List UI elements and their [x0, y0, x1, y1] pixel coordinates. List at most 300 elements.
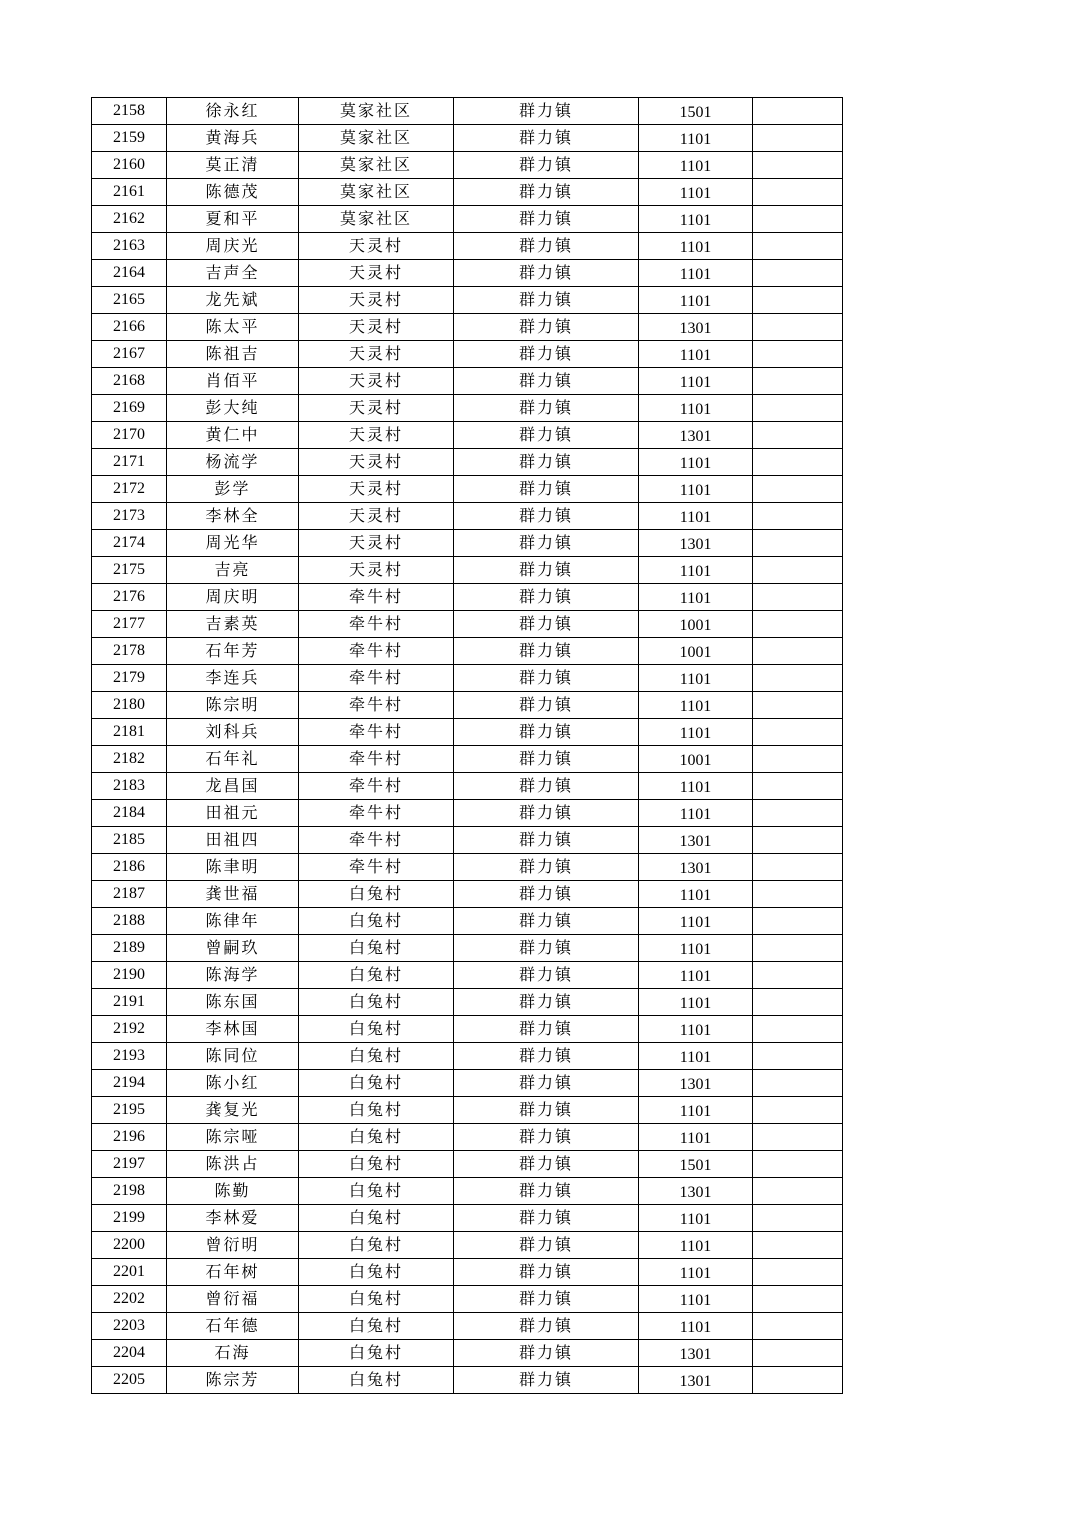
town-cell: 群力镇 [454, 530, 639, 557]
village-cell: 莫家社区 [299, 98, 454, 125]
code-cell: 1101 [639, 476, 753, 503]
village-cell: 白兔村 [299, 989, 454, 1016]
village-cell: 白兔村 [299, 1043, 454, 1070]
row-number-cell: 2177 [92, 611, 167, 638]
remark-cell [753, 1259, 843, 1286]
row-number-cell: 2159 [92, 125, 167, 152]
village-cell: 牵牛村 [299, 611, 454, 638]
town-cell: 群力镇 [454, 800, 639, 827]
town-cell: 群力镇 [454, 1205, 639, 1232]
row-number-cell: 2196 [92, 1124, 167, 1151]
town-cell: 群力镇 [454, 98, 639, 125]
village-cell: 牵牛村 [299, 584, 454, 611]
town-cell: 群力镇 [454, 422, 639, 449]
row-number-cell: 2197 [92, 1151, 167, 1178]
row-number-cell: 2179 [92, 665, 167, 692]
remark-cell [753, 611, 843, 638]
table-row [92, 1016, 843, 1043]
town-cell: 群力镇 [454, 1313, 639, 1340]
remark-cell [753, 1151, 843, 1178]
table-row [92, 1151, 843, 1178]
code-cell: 1101 [639, 1124, 753, 1151]
town-cell: 群力镇 [454, 854, 639, 881]
town-cell: 群力镇 [454, 476, 639, 503]
remark-cell [753, 881, 843, 908]
name-cell: 李林全 [167, 503, 299, 530]
code-cell: 1101 [639, 260, 753, 287]
village-cell: 天灵村 [299, 449, 454, 476]
village-cell: 白兔村 [299, 881, 454, 908]
code-cell: 1101 [639, 692, 753, 719]
row-number-cell: 2202 [92, 1286, 167, 1313]
code-cell: 1301 [639, 530, 753, 557]
code-cell: 1101 [639, 584, 753, 611]
table-row [92, 935, 843, 962]
row-number-cell: 2162 [92, 206, 167, 233]
name-cell: 周光华 [167, 530, 299, 557]
code-cell: 1101 [639, 1313, 753, 1340]
row-number-cell: 2161 [92, 179, 167, 206]
table-row [92, 854, 843, 881]
village-cell: 莫家社区 [299, 179, 454, 206]
row-number-cell: 2167 [92, 341, 167, 368]
name-cell: 陈宗哑 [167, 1124, 299, 1151]
row-number-cell: 2166 [92, 314, 167, 341]
row-number-cell: 2205 [92, 1367, 167, 1394]
village-cell: 天灵村 [299, 503, 454, 530]
row-number-cell: 2180 [92, 692, 167, 719]
table-row [92, 98, 843, 125]
town-cell: 群力镇 [454, 827, 639, 854]
remark-cell [753, 1097, 843, 1124]
town-cell: 群力镇 [454, 125, 639, 152]
remark-cell [753, 260, 843, 287]
code-cell: 1101 [639, 206, 753, 233]
remark-cell [753, 989, 843, 1016]
row-number-cell: 2169 [92, 395, 167, 422]
code-cell: 1101 [639, 665, 753, 692]
row-number-cell: 2185 [92, 827, 167, 854]
village-cell: 白兔村 [299, 1205, 454, 1232]
row-number-cell: 2190 [92, 962, 167, 989]
remark-cell [753, 1043, 843, 1070]
remark-cell [753, 314, 843, 341]
code-cell: 1101 [639, 719, 753, 746]
table-row [92, 719, 843, 746]
table-row [92, 881, 843, 908]
code-cell: 1101 [639, 1097, 753, 1124]
code-cell: 1101 [639, 1259, 753, 1286]
table-row [92, 638, 843, 665]
village-cell: 白兔村 [299, 1340, 454, 1367]
table-row [92, 314, 843, 341]
table-row [92, 827, 843, 854]
table-row [92, 1367, 843, 1394]
village-cell: 白兔村 [299, 962, 454, 989]
town-cell: 群力镇 [454, 1367, 639, 1394]
town-cell: 群力镇 [454, 557, 639, 584]
town-cell: 群力镇 [454, 773, 639, 800]
remark-cell [753, 1340, 843, 1367]
code-cell: 1101 [639, 1016, 753, 1043]
remark-cell [753, 1124, 843, 1151]
village-cell: 天灵村 [299, 395, 454, 422]
name-cell: 陈宗芳 [167, 1367, 299, 1394]
table-row [92, 1205, 843, 1232]
remark-cell [753, 692, 843, 719]
remark-cell [753, 206, 843, 233]
remark-cell [753, 179, 843, 206]
town-cell: 群力镇 [454, 260, 639, 287]
table-row [92, 1340, 843, 1367]
code-cell: 1101 [639, 881, 753, 908]
row-number-cell: 2189 [92, 935, 167, 962]
town-cell: 群力镇 [454, 611, 639, 638]
town-cell: 群力镇 [454, 638, 639, 665]
village-cell: 天灵村 [299, 287, 454, 314]
row-number-cell: 2200 [92, 1232, 167, 1259]
code-cell: 1101 [639, 449, 753, 476]
table-row [92, 503, 843, 530]
town-cell: 群力镇 [454, 233, 639, 260]
name-cell: 周庆光 [167, 233, 299, 260]
table-row [92, 233, 843, 260]
town-cell: 群力镇 [454, 1016, 639, 1043]
town-cell: 群力镇 [454, 584, 639, 611]
table-row [92, 908, 843, 935]
town-cell: 群力镇 [454, 746, 639, 773]
name-cell: 陈同位 [167, 1043, 299, 1070]
town-cell: 群力镇 [454, 908, 639, 935]
town-cell: 群力镇 [454, 152, 639, 179]
code-cell: 1101 [639, 773, 753, 800]
code-cell: 1101 [639, 1043, 753, 1070]
name-cell: 龚世福 [167, 881, 299, 908]
code-cell: 1101 [639, 125, 753, 152]
table-row [92, 773, 843, 800]
name-cell: 莫正清 [167, 152, 299, 179]
remark-cell [753, 746, 843, 773]
name-cell: 李林国 [167, 1016, 299, 1043]
name-cell: 陈小红 [167, 1070, 299, 1097]
remark-cell [753, 1367, 843, 1394]
table-row [92, 1232, 843, 1259]
village-cell: 莫家社区 [299, 125, 454, 152]
village-cell: 牵牛村 [299, 800, 454, 827]
code-cell: 1101 [639, 287, 753, 314]
row-number-cell: 2183 [92, 773, 167, 800]
code-cell: 1301 [639, 1070, 753, 1097]
code-cell: 1301 [639, 827, 753, 854]
code-cell: 1101 [639, 395, 753, 422]
code-cell: 1101 [639, 962, 753, 989]
row-number-cell: 2163 [92, 233, 167, 260]
table-row [92, 152, 843, 179]
town-cell: 群力镇 [454, 881, 639, 908]
town-cell: 群力镇 [454, 1043, 639, 1070]
town-cell: 群力镇 [454, 1070, 639, 1097]
code-cell: 1101 [639, 557, 753, 584]
name-cell: 龚复光 [167, 1097, 299, 1124]
table-row [92, 1313, 843, 1340]
table-row [92, 611, 843, 638]
row-number-cell: 2201 [92, 1259, 167, 1286]
code-cell: 1101 [639, 1286, 753, 1313]
remark-cell [753, 719, 843, 746]
name-cell: 石年德 [167, 1313, 299, 1340]
code-cell: 1101 [639, 989, 753, 1016]
village-cell: 天灵村 [299, 314, 454, 341]
row-number-cell: 2188 [92, 908, 167, 935]
row-number-cell: 2173 [92, 503, 167, 530]
town-cell: 群力镇 [454, 962, 639, 989]
remark-cell [753, 530, 843, 557]
table-row [92, 746, 843, 773]
name-cell: 石年芳 [167, 638, 299, 665]
name-cell: 陈宗明 [167, 692, 299, 719]
village-cell: 牵牛村 [299, 854, 454, 881]
table-row [92, 1097, 843, 1124]
town-cell: 群力镇 [454, 719, 639, 746]
name-cell: 徐永红 [167, 98, 299, 125]
village-cell: 牵牛村 [299, 827, 454, 854]
name-cell: 彭学 [167, 476, 299, 503]
remark-cell [753, 665, 843, 692]
table-row [92, 341, 843, 368]
code-cell: 1501 [639, 98, 753, 125]
village-cell: 天灵村 [299, 368, 454, 395]
remark-cell [753, 152, 843, 179]
remark-cell [753, 1070, 843, 1097]
table-row [92, 800, 843, 827]
row-number-cell: 2194 [92, 1070, 167, 1097]
village-cell: 白兔村 [299, 1259, 454, 1286]
name-cell: 陈东国 [167, 989, 299, 1016]
name-cell: 吉素英 [167, 611, 299, 638]
code-cell: 1101 [639, 368, 753, 395]
village-cell: 白兔村 [299, 1367, 454, 1394]
name-cell: 石年礼 [167, 746, 299, 773]
town-cell: 群力镇 [454, 692, 639, 719]
name-cell: 龙昌国 [167, 773, 299, 800]
village-cell: 牵牛村 [299, 692, 454, 719]
records-table-body [92, 98, 843, 1394]
name-cell: 陈海学 [167, 962, 299, 989]
remark-cell [753, 1016, 843, 1043]
village-cell: 牵牛村 [299, 665, 454, 692]
village-cell: 天灵村 [299, 422, 454, 449]
village-cell: 白兔村 [299, 935, 454, 962]
row-number-cell: 2165 [92, 287, 167, 314]
table-row [92, 125, 843, 152]
code-cell: 1101 [639, 908, 753, 935]
name-cell: 曾衍明 [167, 1232, 299, 1259]
village-cell: 白兔村 [299, 1151, 454, 1178]
village-cell: 牵牛村 [299, 638, 454, 665]
table-row [92, 1124, 843, 1151]
name-cell: 李林爱 [167, 1205, 299, 1232]
town-cell: 群力镇 [454, 341, 639, 368]
code-cell: 1101 [639, 503, 753, 530]
village-cell: 白兔村 [299, 1286, 454, 1313]
remark-cell [753, 287, 843, 314]
village-cell: 白兔村 [299, 1232, 454, 1259]
row-number-cell: 2191 [92, 989, 167, 1016]
row-number-cell: 2198 [92, 1178, 167, 1205]
row-number-cell: 2170 [92, 422, 167, 449]
village-cell: 白兔村 [299, 1016, 454, 1043]
row-number-cell: 2176 [92, 584, 167, 611]
table-row [92, 476, 843, 503]
code-cell: 1101 [639, 935, 753, 962]
table-row [92, 206, 843, 233]
village-cell: 牵牛村 [299, 746, 454, 773]
remark-cell [753, 233, 843, 260]
code-cell: 1001 [639, 611, 753, 638]
records-table [91, 97, 843, 1394]
name-cell: 石海 [167, 1340, 299, 1367]
remark-cell [753, 449, 843, 476]
remark-cell [753, 368, 843, 395]
name-cell: 陈洪占 [167, 1151, 299, 1178]
village-cell: 莫家社区 [299, 206, 454, 233]
town-cell: 群力镇 [454, 989, 639, 1016]
village-cell: 天灵村 [299, 341, 454, 368]
town-cell: 群力镇 [454, 1232, 639, 1259]
town-cell: 群力镇 [454, 1340, 639, 1367]
code-cell: 1101 [639, 152, 753, 179]
remark-cell [753, 908, 843, 935]
row-number-cell: 2203 [92, 1313, 167, 1340]
name-cell: 田祖元 [167, 800, 299, 827]
name-cell: 陈聿明 [167, 854, 299, 881]
town-cell: 群力镇 [454, 1259, 639, 1286]
row-number-cell: 2178 [92, 638, 167, 665]
remark-cell [753, 98, 843, 125]
row-number-cell: 2182 [92, 746, 167, 773]
name-cell: 吉亮 [167, 557, 299, 584]
code-cell: 1001 [639, 746, 753, 773]
name-cell: 田祖四 [167, 827, 299, 854]
code-cell: 1301 [639, 1178, 753, 1205]
name-cell: 周庆明 [167, 584, 299, 611]
table-row [92, 179, 843, 206]
village-cell: 牵牛村 [299, 773, 454, 800]
remark-cell [753, 125, 843, 152]
row-number-cell: 2199 [92, 1205, 167, 1232]
remark-cell [753, 557, 843, 584]
code-cell: 1301 [639, 1340, 753, 1367]
town-cell: 群力镇 [454, 395, 639, 422]
code-cell: 1301 [639, 1367, 753, 1394]
remark-cell [753, 638, 843, 665]
remark-cell [753, 935, 843, 962]
table-row [92, 962, 843, 989]
remark-cell [753, 962, 843, 989]
table-row [92, 557, 843, 584]
town-cell: 群力镇 [454, 665, 639, 692]
village-cell: 天灵村 [299, 530, 454, 557]
table-row [92, 449, 843, 476]
town-cell: 群力镇 [454, 1097, 639, 1124]
name-cell: 陈祖吉 [167, 341, 299, 368]
table-row [92, 1178, 843, 1205]
town-cell: 群力镇 [454, 1124, 639, 1151]
row-number-cell: 2168 [92, 368, 167, 395]
row-number-cell: 2193 [92, 1043, 167, 1070]
remark-cell [753, 503, 843, 530]
code-cell: 1101 [639, 233, 753, 260]
remark-cell [753, 476, 843, 503]
name-cell: 刘科兵 [167, 719, 299, 746]
town-cell: 群力镇 [454, 1178, 639, 1205]
row-number-cell: 2164 [92, 260, 167, 287]
name-cell: 吉声全 [167, 260, 299, 287]
row-number-cell: 2172 [92, 476, 167, 503]
name-cell: 龙先斌 [167, 287, 299, 314]
table-row [92, 1070, 843, 1097]
code-cell: 1101 [639, 1232, 753, 1259]
code-cell: 1501 [639, 1151, 753, 1178]
village-cell: 牵牛村 [299, 719, 454, 746]
name-cell: 陈德茂 [167, 179, 299, 206]
table-row [92, 665, 843, 692]
row-number-cell: 2187 [92, 881, 167, 908]
town-cell: 群力镇 [454, 179, 639, 206]
village-cell: 白兔村 [299, 1097, 454, 1124]
table-row [92, 395, 843, 422]
name-cell: 李连兵 [167, 665, 299, 692]
remark-cell [753, 854, 843, 881]
row-number-cell: 2204 [92, 1340, 167, 1367]
village-cell: 天灵村 [299, 557, 454, 584]
name-cell: 杨流学 [167, 449, 299, 476]
village-cell: 白兔村 [299, 1178, 454, 1205]
code-cell: 1301 [639, 422, 753, 449]
name-cell: 黄海兵 [167, 125, 299, 152]
row-number-cell: 2175 [92, 557, 167, 584]
name-cell: 石年树 [167, 1259, 299, 1286]
name-cell: 陈太平 [167, 314, 299, 341]
name-cell: 黄仁中 [167, 422, 299, 449]
town-cell: 群力镇 [454, 1286, 639, 1313]
town-cell: 群力镇 [454, 314, 639, 341]
row-number-cell: 2174 [92, 530, 167, 557]
remark-cell [753, 341, 843, 368]
row-number-cell: 2158 [92, 98, 167, 125]
code-cell: 1001 [639, 638, 753, 665]
table-row [92, 989, 843, 1016]
name-cell: 彭大纯 [167, 395, 299, 422]
village-cell: 白兔村 [299, 1313, 454, 1340]
code-cell: 1101 [639, 1205, 753, 1232]
table-row [92, 692, 843, 719]
town-cell: 群力镇 [454, 368, 639, 395]
table-row [92, 287, 843, 314]
table-row [92, 1043, 843, 1070]
name-cell: 陈律年 [167, 908, 299, 935]
town-cell: 群力镇 [454, 1151, 639, 1178]
row-number-cell: 2160 [92, 152, 167, 179]
table-row [92, 422, 843, 449]
remark-cell [753, 827, 843, 854]
remark-cell [753, 422, 843, 449]
table-row [92, 1286, 843, 1313]
village-cell: 天灵村 [299, 260, 454, 287]
table-row [92, 530, 843, 557]
name-cell: 曾衍福 [167, 1286, 299, 1313]
code-cell: 1101 [639, 341, 753, 368]
